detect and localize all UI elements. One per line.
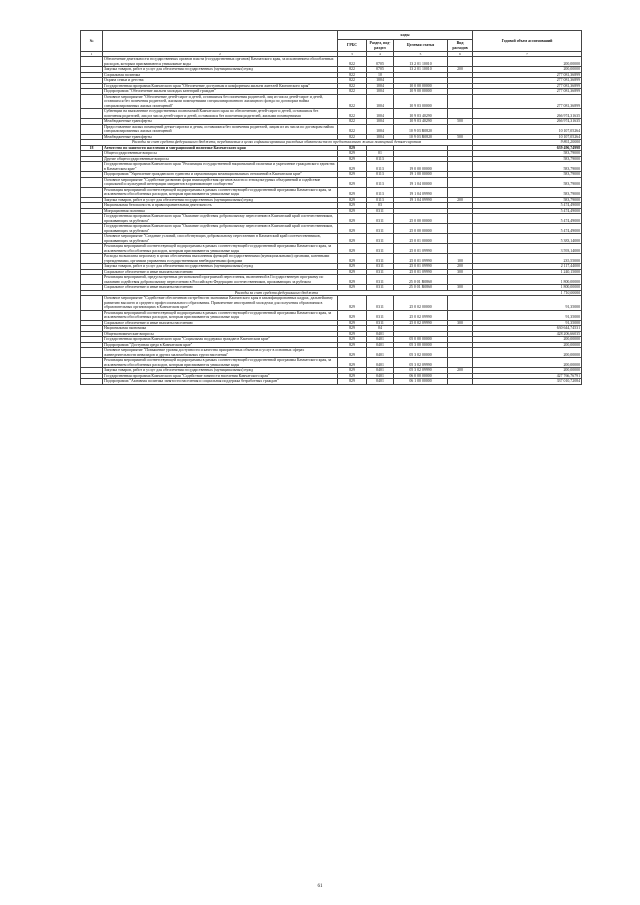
row-grbs: 829 bbox=[338, 296, 367, 311]
row-sum: 2 117,44000 bbox=[473, 264, 582, 270]
row-target: 19 0 00 00000 bbox=[394, 162, 448, 172]
row-sum: 200,00000 bbox=[473, 358, 582, 368]
row-name: Подпрограмма "Активная политика занятости населения и социальная поддержка безработных граждан" bbox=[103, 379, 338, 385]
row-vid: 500 bbox=[448, 119, 473, 125]
row-name: Государственная программа Камчатского края "Реализация государственной национальной политики и укрепление гражданского единства в Камчатском крае" bbox=[103, 162, 338, 172]
row-razdel: 10 bbox=[367, 72, 394, 78]
column-number: 4 bbox=[367, 52, 394, 57]
row-sum: 5 474,49000 bbox=[473, 214, 582, 224]
row-name: Другие общегосударственные вопросы bbox=[103, 156, 338, 162]
row-target: 25 0 00 00000 bbox=[394, 214, 448, 224]
row-target: 25 0 01 09990 bbox=[394, 264, 448, 270]
row-num bbox=[81, 275, 103, 285]
row-sum: 200,00000 bbox=[473, 348, 582, 358]
row-target: 25 0 01 R0860 bbox=[394, 275, 448, 285]
row-vid: 200 bbox=[448, 368, 473, 374]
row-vid bbox=[448, 379, 473, 385]
row-target: 05 3 02 09990 bbox=[394, 358, 448, 368]
row-target: 25 0 01 09990 bbox=[394, 269, 448, 275]
row-target: 25 0 02 09990 bbox=[394, 320, 448, 326]
table-row bbox=[81, 94, 582, 109]
row-grbs: 829 bbox=[338, 264, 367, 270]
row-target: 13 2 01 10010 bbox=[394, 67, 448, 73]
row-sum: 9 861,20000 bbox=[473, 140, 582, 146]
table-row bbox=[81, 296, 582, 311]
row-grbs: 822 bbox=[338, 94, 367, 109]
row-vid bbox=[448, 94, 473, 109]
row-vid bbox=[448, 234, 473, 244]
row-target: 05 3 02 00000 bbox=[394, 348, 448, 358]
row-razdel: 0401 bbox=[367, 342, 394, 348]
row-name: Реализация мероприятий соответствующей подпрограммы в рамках соответствующей государственной программы Камчатского края, за исключением обособленных расходов, которым присваиваются уникальные коды bbox=[103, 310, 338, 320]
row-razdel: 0311 bbox=[367, 254, 394, 264]
header-name bbox=[103, 31, 338, 52]
row-vid bbox=[448, 224, 473, 234]
row-grbs: 829 bbox=[338, 145, 367, 151]
row-grbs: 822 bbox=[338, 72, 367, 78]
row-razdel: 0311 bbox=[367, 320, 394, 326]
row-grbs: 822 bbox=[338, 57, 367, 67]
row-grbs: 829 bbox=[338, 373, 367, 379]
row-razdel: 0113 bbox=[367, 197, 394, 203]
row-num bbox=[81, 379, 103, 385]
row-sum: 235,55000 bbox=[473, 254, 582, 264]
row-name: Закупка товаров, работ и услуг для обеспечения государственных (муниципальных) нужд bbox=[103, 67, 338, 73]
row-grbs: 829 bbox=[338, 285, 367, 291]
row-num bbox=[81, 234, 103, 244]
row-sum: 200,00000 bbox=[473, 57, 582, 67]
row-razdel: 0311 bbox=[367, 244, 394, 254]
row-name: Основное мероприятие "Содействие обеспечению потребности экономики Камчатского края в квалифицированных кадрах, дальнейшему развитию высшего и среднего профессионального образования. Привлечение иностранной молодежи для получения образования в образовательных организациях в Камчатском крае" bbox=[103, 296, 338, 311]
row-razdel: 03 bbox=[367, 203, 394, 209]
table-row bbox=[81, 244, 582, 254]
row-note: Расходы за счет средств федерального бюджета bbox=[81, 290, 473, 296]
row-name: Межбюджетные трансферты bbox=[103, 134, 338, 140]
row-grbs: 829 bbox=[338, 342, 367, 348]
column-number: 5 bbox=[394, 52, 448, 57]
row-grbs: 829 bbox=[338, 331, 367, 337]
row-razdel: 0401 bbox=[367, 358, 394, 368]
row-name: Подпрограмма "Доступная среда в Камчатском крае" bbox=[103, 342, 338, 348]
row-name: Государственная программа Камчатского края "Оказание содействия добровольному переселению в Камчатский край соотечественников, проживающих за рубежом" bbox=[103, 214, 338, 224]
table-row bbox=[81, 214, 582, 224]
row-razdel: 0311 bbox=[367, 310, 394, 320]
row-sum: 3 593,14000 bbox=[473, 244, 582, 254]
row-name: Подпрограмма "Укрепление гражданского единства и гармонизация межнациональных отношений в Камчатском крае" bbox=[103, 172, 338, 178]
row-num bbox=[81, 310, 103, 320]
row-razdel: 0113 bbox=[367, 156, 394, 162]
row-target: 10 9 03 00000 bbox=[394, 94, 448, 109]
table-row bbox=[81, 358, 582, 368]
row-grbs: 829 bbox=[338, 348, 367, 358]
row-razdel: 0401 bbox=[367, 331, 394, 337]
row-num bbox=[81, 224, 103, 234]
row-num bbox=[81, 177, 103, 187]
row-grbs: 829 bbox=[338, 337, 367, 343]
row-sum: 1 710,00000 bbox=[473, 290, 582, 296]
row-name: Закупка товаров, работ и услуг для обеспечения государственных (муниципальных) нужд bbox=[103, 368, 338, 374]
row-sum: 583,79000 bbox=[473, 177, 582, 187]
table-row bbox=[81, 275, 582, 285]
row-name: Государственная программа Камчатского края "Социальная поддержка граждан в Камчатском крае" bbox=[103, 337, 338, 343]
row-vid: 300 bbox=[448, 285, 473, 291]
row-sum: 5 474,49000 bbox=[473, 224, 582, 234]
row-sum: 10 107,05264 bbox=[473, 134, 582, 140]
header-num: № bbox=[81, 31, 103, 52]
row-sum: 583,79000 bbox=[473, 172, 582, 178]
row-name: Государственная программа Камчатского края "Содействие занятости населения Камчатского края" bbox=[103, 373, 338, 379]
row-name: Субвенции на выполнение государственных полномочий Камчатского края по обеспечению детей-сирот и детей, оставшихся без попечения родителей, лиц из числа детей-сирот и детей, оставшихся без попечения родителей, жилыми помещениями bbox=[103, 109, 338, 119]
row-name: Охрана семьи и детства bbox=[103, 78, 338, 84]
row-name: Реализация мероприятий соответствующей подпрограммы в рамках соответствующей государственной программы Камчатского края, за исключением обособленных расходов, которым присваиваются уникальные коды bbox=[103, 358, 338, 368]
row-razdel: 0113 bbox=[367, 172, 394, 178]
header-razdel: Раздел, под-раздел bbox=[367, 40, 394, 52]
table-row bbox=[81, 224, 582, 234]
row-sum: 583,79000 bbox=[473, 162, 582, 172]
row-sum: 630 644,74531 bbox=[473, 326, 582, 332]
row-grbs: 829 bbox=[338, 208, 367, 214]
table-row bbox=[81, 348, 582, 358]
row-target: 25 0 01 00000 bbox=[394, 234, 448, 244]
row-sum: 200,00000 bbox=[473, 342, 582, 348]
row-name: Закупка товаров, работ и услуг для обеспечения государственных (муниципальных) нужд bbox=[103, 197, 338, 203]
row-grbs: 829 bbox=[338, 254, 367, 264]
row-razdel: 0705 bbox=[367, 57, 394, 67]
row-grbs: 822 bbox=[338, 67, 367, 73]
row-razdel: 1004 bbox=[367, 134, 394, 140]
budget-sheet bbox=[80, 30, 581, 385]
row-name: Миграционная политика bbox=[103, 208, 338, 214]
row-vid bbox=[448, 296, 473, 311]
row-num bbox=[81, 254, 103, 264]
table-row bbox=[81, 124, 582, 134]
row-name: Государственная программа Камчатского края "Оказание содействия добровольному переселению в Камчатский край соотечественников, проживающих за рубежом" bbox=[103, 224, 338, 234]
header-codes: коды bbox=[338, 31, 473, 40]
row-name: Агентство по занятости населения и миграционной политике Камчатского края bbox=[103, 145, 338, 151]
row-name: Социальная политика bbox=[103, 72, 338, 78]
row-target: 06 0 00 00000 bbox=[394, 373, 448, 379]
row-grbs: 829 bbox=[338, 275, 367, 285]
row-num bbox=[81, 187, 103, 197]
row-sum: 200,00000 bbox=[473, 368, 582, 374]
row-sum: 5 474,49000 bbox=[473, 203, 582, 209]
row-vid: 300 bbox=[448, 320, 473, 326]
table-row bbox=[81, 177, 582, 187]
row-grbs: 829 bbox=[338, 177, 367, 187]
row-vid: 100 bbox=[448, 254, 473, 264]
header-target: Целевая статья bbox=[394, 40, 448, 52]
row-razdel: 1004 bbox=[367, 83, 394, 89]
table-row bbox=[81, 234, 582, 244]
row-sum: 583,79000 bbox=[473, 151, 582, 157]
row-grbs: 829 bbox=[338, 151, 367, 157]
row-vid: 200 bbox=[448, 197, 473, 203]
row-name: Закупка товаров, работ и услуг для обеспечения государственных (муниципальных) нужд bbox=[103, 264, 338, 270]
budget-table bbox=[80, 30, 582, 385]
row-razdel: 0311 bbox=[367, 269, 394, 275]
row-razdel: 0113 bbox=[367, 162, 394, 172]
row-vid: 300 bbox=[448, 269, 473, 275]
row-target: 10 9 03 R0820 bbox=[394, 134, 448, 140]
row-num bbox=[81, 109, 103, 119]
row-num bbox=[81, 94, 103, 109]
row-name: Социальное обеспечение и иные выплаты населению bbox=[103, 320, 338, 326]
row-target: 10 9 03 40290 bbox=[394, 109, 448, 119]
row-vid bbox=[448, 109, 473, 119]
row-target: 19 1 04 09990 bbox=[394, 187, 448, 197]
row-num bbox=[81, 57, 103, 67]
row-note: Расходы за счет средств федерального бюджета, передаваемых в целях софинансирования расходных обязательств по предоставлению жилых помещений детям-сиротам bbox=[81, 140, 473, 146]
row-razdel: 01 bbox=[367, 151, 394, 157]
row-name: Реализация мероприятий, предусмотренных региональной программой переселения, включенной в Государственную программу по оказанию содействия добровольному переселению в Российскую Федерацию соотечественников, проживающих за рубежом bbox=[103, 275, 338, 285]
row-grbs: 822 bbox=[338, 134, 367, 140]
column-number: 6 bbox=[448, 52, 473, 57]
row-target: 13 2 01 10010 bbox=[394, 57, 448, 67]
row-name: Общегосударственные вопросы bbox=[103, 151, 338, 157]
row-num bbox=[81, 244, 103, 254]
row-sum: 583,79000 bbox=[473, 197, 582, 203]
row-razdel: 0401 bbox=[367, 379, 394, 385]
row-vid bbox=[448, 177, 473, 187]
row-razdel: 0401 bbox=[367, 373, 394, 379]
row-razdel: 1004 bbox=[367, 89, 394, 95]
row-target: 19 1 04 00000 bbox=[394, 177, 448, 187]
row-target: 25 0 01 R0860 bbox=[394, 285, 448, 291]
row-sum: 277 081,36899 bbox=[473, 78, 582, 84]
table-row bbox=[81, 187, 582, 197]
header-total: Годовой объем ассигнований bbox=[473, 31, 582, 52]
row-target: 10 9 03 40290 bbox=[394, 119, 448, 125]
row-grbs: 822 bbox=[338, 78, 367, 84]
row-name: Национальная безопасность и правоохранительная деятельность bbox=[103, 203, 338, 209]
row-razdel: 1004 bbox=[367, 124, 394, 134]
row-razdel: 0311 bbox=[367, 224, 394, 234]
row-grbs: 829 bbox=[338, 214, 367, 224]
row-vid bbox=[448, 244, 473, 254]
row-grbs: 829 bbox=[338, 244, 367, 254]
row-sum: 337 010,72084 bbox=[473, 379, 582, 385]
row-sum: 639 496,74998 bbox=[473, 145, 582, 151]
row-name: Подпрограмма "Обеспечение жильем молодых категорий граждан" bbox=[103, 89, 338, 95]
row-target: 25 0 02 09990 bbox=[394, 310, 448, 320]
row-sum: 266 974,31635 bbox=[473, 119, 582, 125]
row-target: 25 0 00 00000 bbox=[394, 224, 448, 234]
row-sum: 583,79000 bbox=[473, 187, 582, 197]
row-grbs: 829 bbox=[338, 203, 367, 209]
row-name: Реализация мероприятий соответствующей подпрограммы в рамках соответствующей государственной программы Камчатского края, за исключением обособленных расходов, которым присваиваются уникальные коды bbox=[103, 187, 338, 197]
row-target: 05 0 00 00000 bbox=[394, 337, 448, 343]
row-name: Реализация мероприятий соответствующей подпрограммы в рамках соответствующей государственной программы Камчатского края, за исключением обособленных расходов, которым присваиваются уникальные коды bbox=[103, 244, 338, 254]
column-number: 3 bbox=[338, 52, 367, 57]
header-vid: Вид расходов bbox=[448, 40, 473, 52]
row-grbs: 829 bbox=[338, 234, 367, 244]
row-sum: 266 974,31635 bbox=[473, 109, 582, 119]
row-vid bbox=[448, 57, 473, 67]
row-name: Общеэкономические вопросы bbox=[103, 331, 338, 337]
row-vid bbox=[448, 187, 473, 197]
row-name: Национальная экономика bbox=[103, 326, 338, 332]
row-grbs: 829 bbox=[338, 320, 367, 326]
row-sum: 5 383,14000 bbox=[473, 234, 582, 244]
row-target: 25 0 01 09990 bbox=[394, 244, 448, 254]
row-sum: 200,00000 bbox=[473, 337, 582, 343]
row-razdel: 0311 bbox=[367, 296, 394, 311]
row-sum: 1 800,00000 bbox=[473, 285, 582, 291]
column-number: 1 bbox=[81, 52, 103, 57]
row-vid bbox=[448, 358, 473, 368]
row-num bbox=[81, 348, 103, 358]
row-vid bbox=[448, 310, 473, 320]
row-grbs: 822 bbox=[338, 109, 367, 119]
row-razdel: 0311 bbox=[367, 264, 394, 270]
row-vid bbox=[448, 162, 473, 172]
row-grbs: 822 bbox=[338, 119, 367, 125]
row-target: 06 1 00 00000 bbox=[394, 379, 448, 385]
row-grbs: 822 bbox=[338, 83, 367, 89]
row-num bbox=[81, 296, 103, 311]
row-sum: 91,35000 bbox=[473, 320, 582, 326]
row-num bbox=[81, 162, 103, 172]
row-razdel: 0113 bbox=[367, 177, 394, 187]
row-target: 25 0 02 00000 bbox=[394, 296, 448, 311]
row-target: 05 3 02 09990 bbox=[394, 368, 448, 374]
row-num bbox=[81, 214, 103, 224]
row-grbs: 829 bbox=[338, 368, 367, 374]
row-num bbox=[81, 124, 103, 134]
row-sum: 1 800,00000 bbox=[473, 275, 582, 285]
row-vid bbox=[448, 214, 473, 224]
row-grbs: 829 bbox=[338, 197, 367, 203]
row-grbs: 829 bbox=[338, 162, 367, 172]
row-grbs: 829 bbox=[338, 224, 367, 234]
row-name: Социальное обеспечение и иные выплаты населению bbox=[103, 285, 338, 291]
row-vid bbox=[448, 275, 473, 285]
row-razdel: 1004 bbox=[367, 78, 394, 84]
row-razdel: 0401 bbox=[367, 368, 394, 374]
row-razdel: 1004 bbox=[367, 109, 394, 119]
row-name: Межбюджетные трансферты bbox=[103, 119, 338, 125]
row-grbs: 829 bbox=[338, 269, 367, 275]
row-razdel: 0311 bbox=[367, 275, 394, 285]
row-name: Основное мероприятие "Содействие развитию форм взаимодействия органов власти и этнокультурных объединений и содействие социальной и культурной интеграции мигрантов в принимающее сообщество" bbox=[103, 177, 338, 187]
row-grbs: 829 bbox=[338, 187, 367, 197]
row-sum: 428 206,66035 bbox=[473, 331, 582, 337]
table-row bbox=[81, 162, 582, 172]
row-name: Основное мероприятие "Создание условий, способствующих добровольному переселению в Камчатский край соотечественников, проживающих за рубежом" bbox=[103, 234, 338, 244]
row-target: 19 1 04 09990 bbox=[394, 197, 448, 203]
row-sum: 91,35000 bbox=[473, 310, 582, 320]
row-vid: 200 bbox=[448, 264, 473, 270]
row-name: Расходы на выплаты персоналу в целях обеспечения выполнения функций государственными (муниципальными) органами, казенными учреждениями, органами управления государственными внебюджетными фондами bbox=[103, 254, 338, 264]
row-sum: 583,79000 bbox=[473, 156, 582, 162]
row-grbs: 829 bbox=[338, 310, 367, 320]
table-row bbox=[81, 109, 582, 119]
row-razdel: 1004 bbox=[367, 119, 394, 125]
row-razdel: 0311 bbox=[367, 208, 394, 214]
row-razdel: 0311 bbox=[367, 234, 394, 244]
row-razdel: 0311 bbox=[367, 285, 394, 291]
column-number: 2 bbox=[103, 52, 338, 57]
row-name: Основное мероприятие "Обеспечение детей-сирот и детей, оставшихся без попечения родителей, лиц из числа детей-сирот и детей, оставшихся без попечения родителей, жилыми помещениями специализированного жилищного фонда по договорам найма специализированных жилых помещений" bbox=[103, 94, 338, 109]
row-num: 18 bbox=[81, 145, 103, 151]
table-row bbox=[81, 379, 582, 385]
row-target: 19 1 00 00000 bbox=[394, 172, 448, 178]
column-number: 7 bbox=[473, 52, 582, 57]
row-sum: 5 474,49000 bbox=[473, 208, 582, 214]
row-sum: 277 081,36899 bbox=[473, 89, 582, 95]
row-grbs: 829 bbox=[338, 172, 367, 178]
table-row bbox=[81, 254, 582, 264]
row-sum: 277 081,36899 bbox=[473, 83, 582, 89]
row-name: Государственная программа Камчатского края "Обеспечение доступным и комфортным жильем жителей Камчатского края" bbox=[103, 83, 338, 89]
table-row bbox=[81, 57, 582, 67]
row-razdel: 0401 bbox=[367, 337, 394, 343]
row-razdel: 0311 bbox=[367, 214, 394, 224]
page-number: 61 bbox=[317, 884, 323, 889]
row-vid: 500 bbox=[448, 134, 473, 140]
row-name: Социальное обеспечение и иные выплаты населению bbox=[103, 269, 338, 275]
row-num bbox=[81, 358, 103, 368]
row-sum: 277 081,36899 bbox=[473, 72, 582, 78]
row-sum: 277 081,36899 bbox=[473, 94, 582, 109]
row-vid: 200 bbox=[448, 67, 473, 73]
row-sum: 200,00000 bbox=[473, 67, 582, 73]
row-vid bbox=[448, 124, 473, 134]
row-razdel: 04 bbox=[367, 326, 394, 332]
table-row bbox=[81, 310, 582, 320]
row-grbs: 829 bbox=[338, 326, 367, 332]
row-target: 05 3 00 00000 bbox=[394, 342, 448, 348]
row-razdel: 0113 bbox=[367, 187, 394, 197]
row-target: 10 0 00 00000 bbox=[394, 83, 448, 89]
row-razdel: 0401 bbox=[367, 348, 394, 358]
row-sum: 427 766,76791 bbox=[473, 373, 582, 379]
header-grbs: ГРБС bbox=[338, 40, 367, 52]
row-name: Предоставление жилых помещений детям-сиротам и детям, оставшимся без попечения родителей, лицам из их числа по договорам найма специализированных жилых помещений bbox=[103, 124, 338, 134]
row-razdel: 1004 bbox=[367, 94, 394, 109]
row-target: 25 0 01 09990 bbox=[394, 254, 448, 264]
row-target: 10 9 00 00000 bbox=[394, 89, 448, 95]
row-razdel: 0705 bbox=[367, 67, 394, 73]
row-vid bbox=[448, 348, 473, 358]
row-target: 10 9 03 R0820 bbox=[394, 124, 448, 134]
row-grbs: 829 bbox=[338, 156, 367, 162]
row-grbs: 822 bbox=[338, 89, 367, 95]
row-sum: 1 240,15000 bbox=[473, 269, 582, 275]
row-name: Обеспечение деятельности государственных органов власти (государственных органов) Камчатского края, за исключением обособленных расходов, которым присваиваются уникальные коды bbox=[103, 57, 338, 67]
row-name: Основное мероприятие "Повышение уровня доступности и качества приоритетных объектов и услуг в основных сферах жизнедеятельности инвалидов и других маломобильных групп населения" bbox=[103, 348, 338, 358]
row-sum: 10 107,05264 bbox=[473, 124, 582, 134]
row-sum: 91,35000 bbox=[473, 296, 582, 311]
row-grbs: 829 bbox=[338, 379, 367, 385]
row-grbs: 822 bbox=[338, 124, 367, 134]
row-grbs: 829 bbox=[338, 358, 367, 368]
